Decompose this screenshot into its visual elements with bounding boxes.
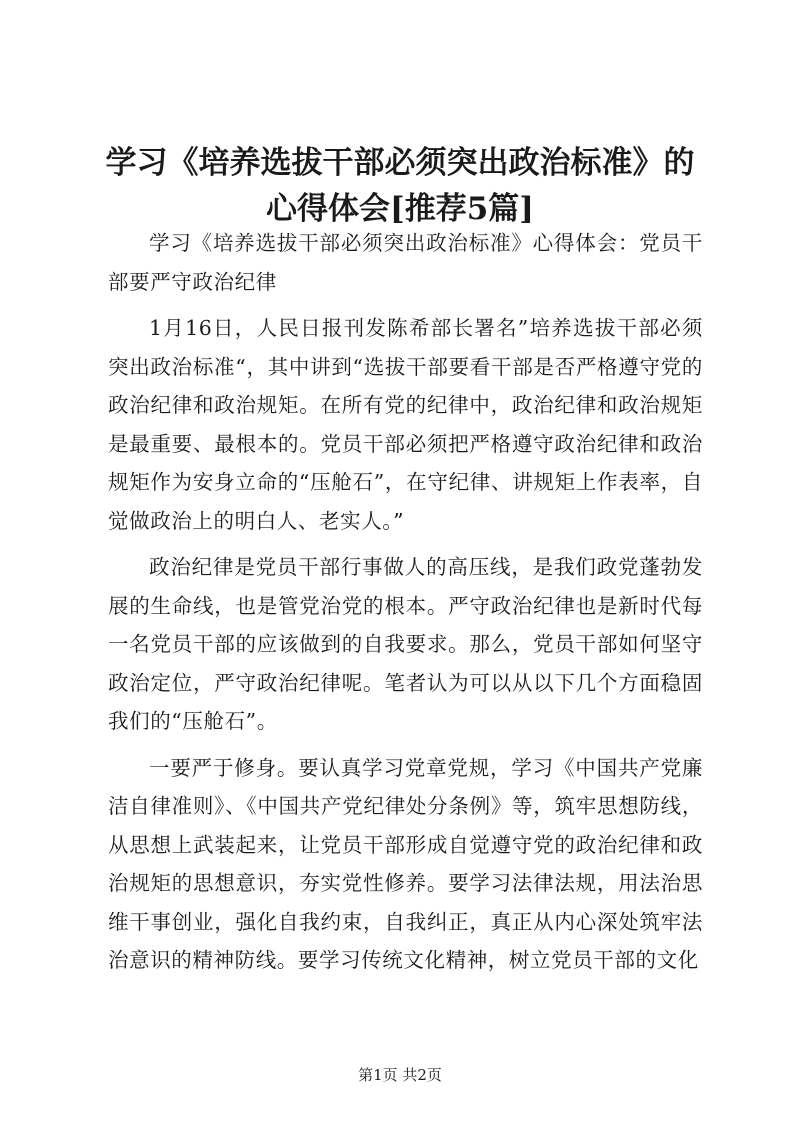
document-body	[108, 224, 703, 988]
page-footer: 第1页 共2页	[358, 1066, 442, 1084]
paragraph-subtitle: 学习《培养选拔干部必须突出政治标准》心得体会：党员干部要严守政治纪律	[108, 231, 703, 294]
paragraph-1: 1月16日，人民日报刊发陈希部长署名”培养选拔干部必须突出政治标准“，其中讲到“选拔干部要看干部是否严格遵守党的政治纪律和政治规矩。在所有党的纪律中，政治纪律和政治规矩是最重要、最根本的。党员干部必须把严格遵守政治纪律和政治规矩作为安身立命的“压舱石”，在守纪律、讲规矩上作表率，自觉做政治上的明白人、老实人。”	[108, 316, 703, 533]
paragraph-3: 一要严于修身。要认真学习党章党规，学习《中国共产党廉洁自律准则》、《中国共产党纪律处分条例》等，筑牢思想防线，从思想上武装起来，让党员干部形成自觉遵守党的政治纪律和政治规矩的思想意识，夯实党性修养。要学习法律法规，用法治思维干事创业，强化自我约束，自我纠正，真正从内心深处筑牢法治意识的精神防线。要学习传统文化精神，树立党员干部的文化	[108, 755, 703, 972]
paragraph-2: 政治纪律是党员干部行事做人的高压线，是我们政党蓬勃发展的生命线，也是管党治党的根本。严守政治纪律也是新时代每一名党员干部的应该做到的自我要求。那么，党员干部如何坚守政治定位，严守政治纪律呢。笔者认为可以从以下几个方面稳固我们的“压舱石”。	[108, 555, 703, 733]
document-title: 学习《培养选拔干部必须突出政治标准》的心得体会[推荐5篇]	[105, 145, 695, 227]
